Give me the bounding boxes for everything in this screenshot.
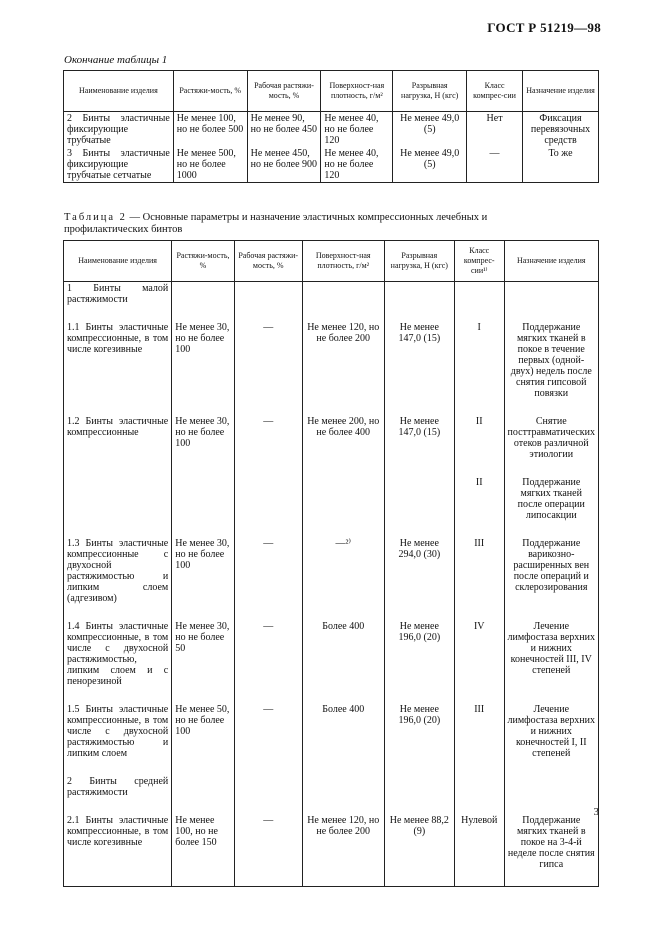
table-2 [63,240,599,887]
table-row [64,321,599,415]
table2-caption-prefix: Таблица 2 [64,212,127,223]
cell-stretch: Не менее 30, но не более 100 [172,415,234,476]
cell-work: — [234,620,302,703]
table2-header-row [64,241,599,282]
cell-name: 3 Бинты эластичные фиксирующие трубчатые сетчатые [64,147,174,183]
cell-load: Не менее 147,0 (15) [384,321,454,415]
col-header: Поверхност-ная плотность, г/м² [321,71,393,112]
cell-work: Не менее 450, но не более 900 [247,147,321,183]
cell-purpose: Поддержание мягких тканей после операции липосакции [504,476,598,537]
table-row [64,282,599,322]
cell-load [384,476,454,537]
cell-density: Не менее 200, но не более 400 [302,415,384,476]
cell-load: Не менее 147,0 (15) [384,415,454,476]
table-row [64,112,599,148]
col-header: Рабочая растяжи-мость, % [234,241,302,282]
table-row [64,537,599,620]
cell-density: —²⁾ [302,537,384,620]
cell-density [302,476,384,537]
cell-class: III [454,537,504,620]
cell-name: 1 Бинты малой растяжимости [64,282,172,322]
table-row [64,147,599,183]
cell-density [302,282,384,322]
col-header: Разрывная нагрузка, Н (кгс) [393,71,467,112]
cell-name: 2 Бинты эластичные фиксирующие трубчатые [64,112,174,148]
col-header: Наименование изделия [64,241,172,282]
cell-stretch: Не менее 500, но не более 1000 [173,147,247,183]
cell-purpose: Поддержание варикознорасширенных вен после операций и склерозирования [504,537,598,620]
cell-work: — [234,703,302,775]
cell-stretch: Не менее 30, но не более 50 [172,620,234,703]
cell-work [234,476,302,537]
table1-caption: Окончание таблицы 1 [64,54,168,66]
cell-stretch: Не менее 30, но не более 100 [172,537,234,620]
table2-caption [64,212,544,236]
cell-stretch [172,775,234,814]
col-header: Растяжи-мость, % [173,71,247,112]
cell-load: Не менее 49,0 (5) [393,112,467,148]
standard-number: ГОСТ Р 51219—98 [487,20,601,35]
col-header: Разрывная нагрузка, Н (кгс) [384,241,454,282]
cell-stretch: Не менее 100, но не более 500 [173,112,247,148]
cell-purpose: Лечение лимфостаза верхних и нижних конечностей I, II степеней [504,703,598,775]
cell-load: Не менее 88,2 (9) [384,814,454,887]
cell-load: Не менее 49,0 (5) [393,147,467,183]
cell-work: — [234,321,302,415]
col-header: Назначение изделия [523,71,599,112]
col-header: Назначение изделия [504,241,598,282]
cell-class [454,282,504,322]
cell-name: 1.1 Бинты эластичные компрессионные, в том числе когезивные [64,321,172,415]
cell-purpose: То же [523,147,599,183]
col-header: Поверхност-ная плотность, г/м² [302,241,384,282]
col-header: Рабочая растяжи-мость, % [247,71,321,112]
cell-class: Нулевой [454,814,504,887]
cell-stretch: Не менее 30, но не более 100 [172,321,234,415]
cell-work: — [234,537,302,620]
cell-stretch [172,282,234,322]
table-row [64,620,599,703]
col-header: Наименование изделия [64,71,174,112]
cell-class: II [454,415,504,476]
table-row [64,703,599,775]
table-row [64,476,599,537]
cell-load: Не менее 196,0 (20) [384,620,454,703]
cell-class: I [454,321,504,415]
cell-stretch [172,476,234,537]
cell-class: Нет [467,112,523,148]
cell-density: Не менее 120, но не более 200 [302,321,384,415]
cell-load [384,282,454,322]
cell-density: Не менее 120, но не более 200 [302,814,384,887]
table-1 [63,70,599,183]
cell-class: II [454,476,504,537]
cell-purpose: Лечение лимфостаза верхних и нижних конечностей III, IV степеней [504,620,598,703]
table2-caption-text: — Основные параметры и назначение эластичных компрессионных лечебных и профилактических бинтов [64,212,488,235]
cell-stretch: Не менее 100, но не более 150 [172,814,234,887]
cell-work [234,282,302,322]
cell-name: 1.4 Бинты эластичные компрессионные, в том числе с двухосной растяжимостью, липким слоем и с пенорезиной [64,620,172,703]
col-header: Класс компрес-сии¹⁾ [454,241,504,282]
cell-name: 1.2 Бинты эластичные компрессионные [64,415,172,476]
cell-purpose: Фиксация перевязочных средств [523,112,599,148]
table1-header-row [64,71,599,112]
cell-purpose: Поддержание мягких тканей в покое в течение первых (одной-двух) недель после снятия гипсовой повязки [504,321,598,415]
cell-work [234,775,302,814]
cell-density: Не менее 40, но не более 120 [321,112,393,148]
cell-purpose: Снятие посттравматических отеков различной этиологии [504,415,598,476]
cell-name: 2 Бинты средней растяжимости [64,775,172,814]
cell-class [454,775,504,814]
table-row [64,814,599,887]
cell-purpose: Поддержание мягких тканей в покое на 3-4-й неделе после снятия гипса [504,814,598,887]
cell-class: — [467,147,523,183]
table-row [64,415,599,476]
col-header: Растяжи-мость, % [172,241,234,282]
cell-name: 1.5 Бинты эластичные компрессионные, в том числе с двухосной растяжимостью и липким слоем [64,703,172,775]
cell-purpose [504,282,598,322]
cell-density: Более 400 [302,703,384,775]
cell-load: Не менее 196,0 (20) [384,703,454,775]
cell-work: Не менее 90, но не более 450 [247,112,321,148]
cell-stretch: Не менее 50, но не более 100 [172,703,234,775]
cell-load: Не менее 294,0 (30) [384,537,454,620]
col-header: Класс компрес-сии [467,71,523,112]
cell-name [64,476,172,537]
cell-class: IV [454,620,504,703]
cell-work: — [234,415,302,476]
cell-purpose [504,775,598,814]
cell-name: 2.1 Бинты эластичные компрессионные, в том числе когезивные [64,814,172,887]
table-row [64,775,599,814]
page-number: 3 [593,806,599,818]
cell-density: Не менее 40, но не более 120 [321,147,393,183]
cell-work: — [234,814,302,887]
cell-density: Более 400 [302,620,384,703]
cell-class: III [454,703,504,775]
cell-load [384,775,454,814]
cell-name: 1.3 Бинты эластичные компрессионные с двухосной растяжимостью и липким слоем (адгезивом) [64,537,172,620]
cell-density [302,775,384,814]
